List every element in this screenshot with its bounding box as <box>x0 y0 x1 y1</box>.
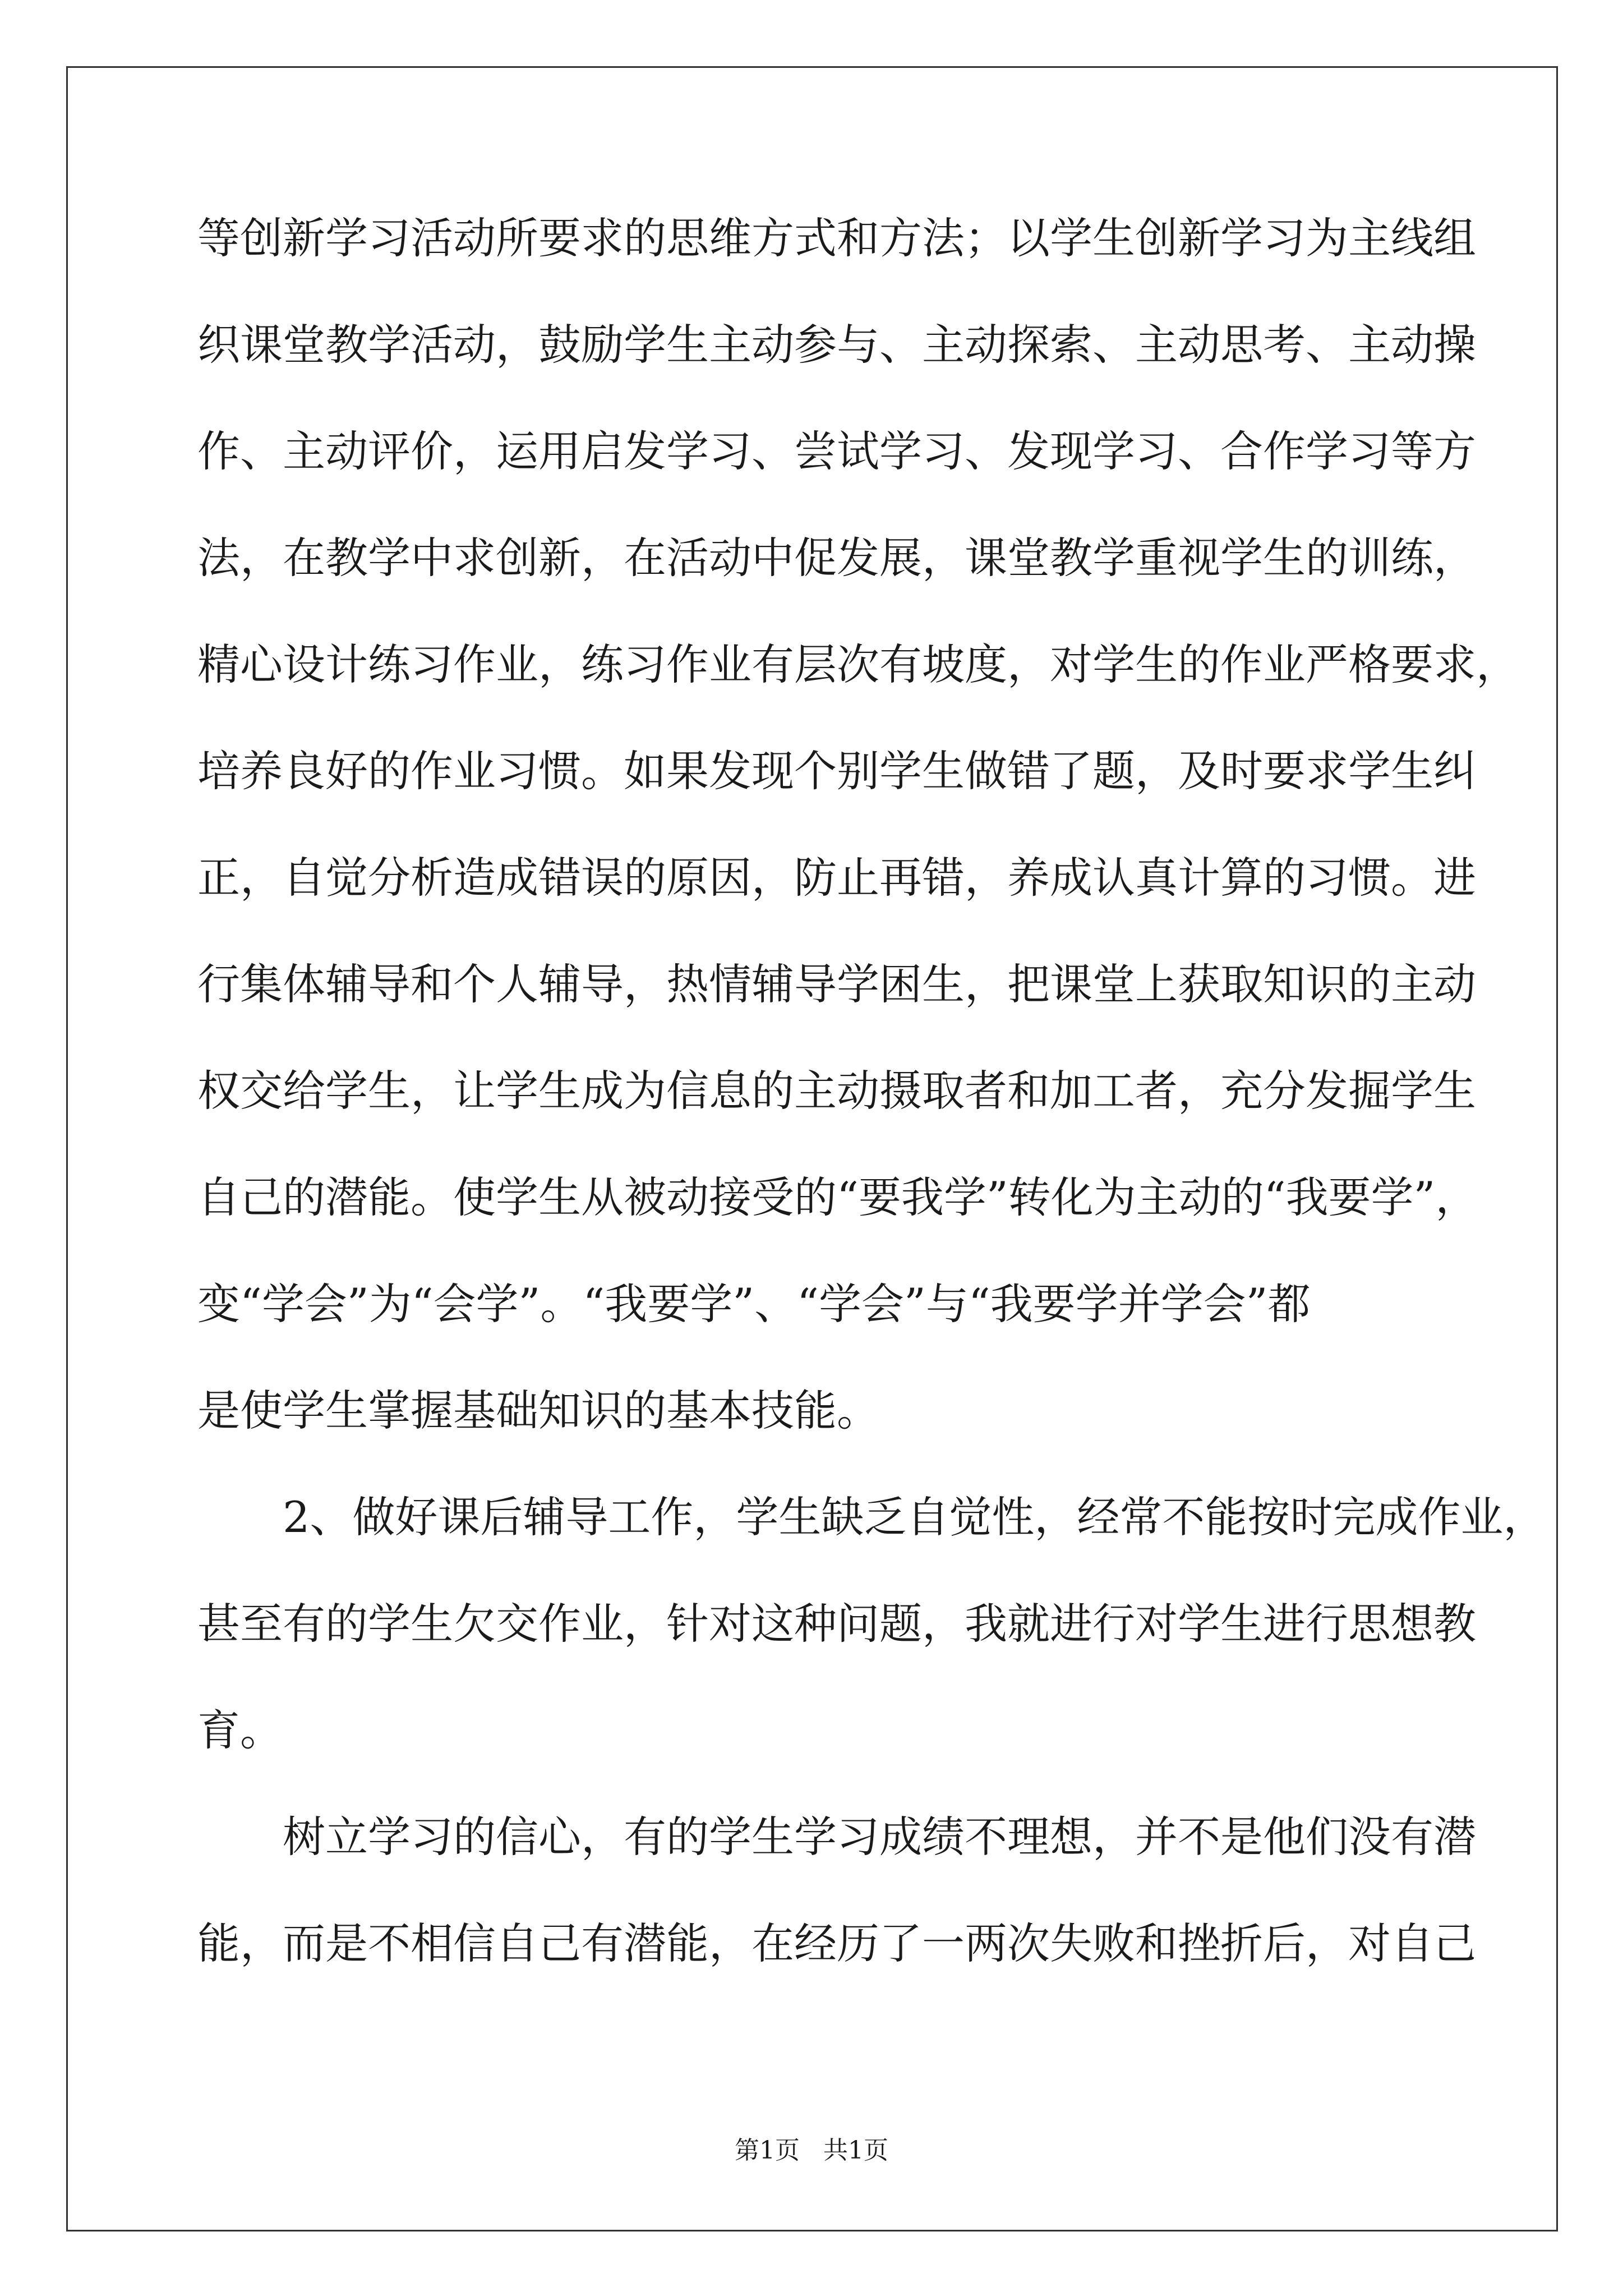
text-line: 权交给学生，让学生成为信息的主动摄取者和加工者，充分发掘学生 <box>197 1066 1476 1116</box>
paragraph-start-line: 树立学习的信心，有的学生学习成绩不理想，并不是他们没有潜 <box>283 1812 1476 1862</box>
text-line: 甚至有的学生欠交作业，针对这种问题，我就进行对学生进行思想教 <box>197 1599 1476 1649</box>
text-line: 作、主动评价，运用启发学习、尝试学习、发现学习、合作学习等方 <box>197 426 1476 476</box>
text-line: 能，而是不相信自己有潜能，在经历了一两次失败和挫折后，对自己 <box>197 1918 1476 1968</box>
text-line: 法，在教学中求创新，在活动中促发展，课堂教学重视学生的训练， <box>197 533 1476 583</box>
text-line: 变“学会”为“会学”。“我要学”、“学会”与“我要学并学会”都 <box>197 1279 1311 1329</box>
text-line: 是使学生掌握基础知识的基本技能。 <box>197 1386 879 1435</box>
paragraph-start-line: 2、做好课后辅导工作，学生缺乏自觉性，经常不能按时完成作业， <box>283 1492 1546 1542</box>
text-line: 自己的潜能。使学生从被动接受的“要我学”转化为主动的“我要学”， <box>197 1172 1478 1222</box>
text-line: 行集体辅导和个人辅导，热情辅导学困生，把课堂上获取知识的主动 <box>197 959 1476 1009</box>
text-line: 正，自觉分析造成错误的原因，防止再错，养成认真计算的习惯。进 <box>197 853 1476 903</box>
page-footer <box>0 2138 1623 2163</box>
page-count: 共1页 <box>823 2136 888 2165</box>
page-number: 第1页 <box>735 2136 800 2165</box>
document-body <box>197 213 1546 2029</box>
text-line: 育。 <box>197 1705 283 1755</box>
text-line: 培养良好的作业习惯。如果发现个别学生做错了题，及时要求学生纠 <box>197 746 1476 796</box>
text-line: 等创新学习活动所要求的思维方式和方法；以学生创新学习为主线组 <box>197 213 1476 263</box>
text-line: 织课堂教学活动，鼓励学生主动参与、主动探索、主动思考、主动操 <box>197 320 1476 370</box>
text-line: 精心设计练习作业，练习作业有层次有坡度，对学生的作业严格要求， <box>197 639 1519 689</box>
